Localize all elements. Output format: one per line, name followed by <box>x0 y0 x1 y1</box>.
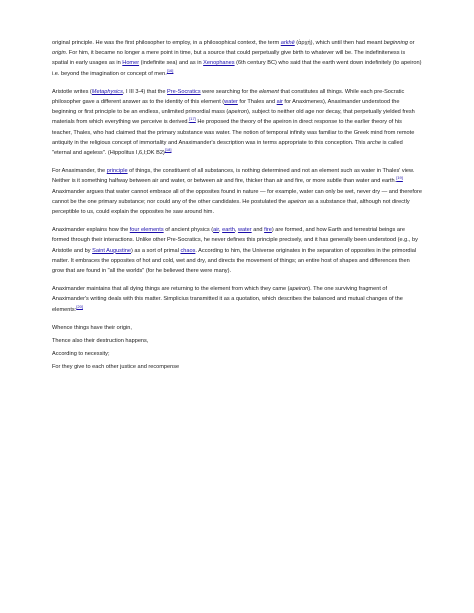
article-body <box>52 38 422 315</box>
emphasis-text: apeiron <box>228 109 247 116</box>
wiki-link[interactable]: arkhē <box>280 40 295 46</box>
wiki-link[interactable]: Xenophanes <box>203 60 235 67</box>
text-run: that constitutes all things. While each pre-Socratic philosopher gave a different answer as to the identity of this element ( <box>52 88 405 106</box>
emphasis-text: beginning <box>383 40 408 46</box>
text-run: were searching for the <box>200 88 260 95</box>
verse-line: According to necessity; <box>52 351 110 358</box>
paragraph-p5 <box>52 284 422 315</box>
text-run: Anaximander argues that water cannot embrace all of the opposites found in nature — for example, water can only be wet, never dry — and therefore cannot be the one primary substance; nor could any of the other candidates. He postulated the <box>52 188 423 205</box>
citation-link[interactable]: [17] <box>189 116 196 122</box>
paragraph-p1 <box>52 38 422 79</box>
text-run: ) as a sort of primal <box>131 247 181 254</box>
citation-link[interactable]: [16] <box>166 67 174 73</box>
text-run: ). The one surviving fragment of Anaximander's writing deals with this matter. Simplicius transmitted it as a quotation, which describes the balanced and mutual changes of the elements: <box>52 286 403 313</box>
text-run: . For him, it became no longer a mere point in time, but a source that could perpetually give birth to whatever will be. The indefiniteness is spatial in early usages as in <box>52 50 406 67</box>
text-run: for Anaximenes), Anaximander understood the beginning or first principle to be an endless, unlimited primordial mass ( <box>52 99 400 116</box>
verse-line: Thence also their destruction happens, <box>52 338 149 345</box>
text-run: Aristotle writes ( <box>52 88 92 95</box>
text-run: For Anaximander, the <box>52 168 107 175</box>
text-run: original principle. He was the first philosopher to employ, in a philosophical context, the term <box>52 40 281 46</box>
text-run: for Thales and <box>237 99 277 106</box>
emphasis-text: arche <box>367 139 381 146</box>
text-run: (6th century BC) who said that the earth went down indefinitely (to apeiron) i.e. beyond the imagination or concept of men. <box>52 60 422 77</box>
text-run: , I III 3-4) that the <box>122 88 168 95</box>
wiki-link[interactable]: four elements <box>129 227 164 234</box>
paragraph-p2 <box>52 87 422 158</box>
wiki-link[interactable]: water <box>224 99 238 106</box>
wiki-link[interactable]: Metaphysics <box>91 88 123 95</box>
paragraph-p4 <box>52 225 422 276</box>
quoted-fragment <box>52 323 422 373</box>
emphasis-text: apeiron <box>287 198 307 205</box>
text-run: of things, the constituent of all substances, is nothing determined and not an element such as water in Thales' view. Neither is it something halfway between air and water, or between air and fire, thicker than air and fire, or more subtle than water and earth. <box>52 168 415 185</box>
wiki-link[interactable]: Pre-Socratics <box>167 88 201 95</box>
emphasis-text: apeiron <box>289 286 309 293</box>
text-run: is called "eternal and ageless". (Hippolitus I,6,I;DK B2) <box>52 139 403 157</box>
text-run: (ἀρχή), which until then had meant <box>294 40 384 46</box>
wiki-link[interactable]: fire <box>264 227 272 234</box>
emphasis-text: element <box>259 88 279 95</box>
text-run: as a substance that, although not directly perceptible to us, could explain the opposites he saw around him. <box>52 198 410 216</box>
wiki-link[interactable]: Saint Augustine <box>92 247 131 254</box>
text-run: and <box>251 227 265 234</box>
citation-link[interactable]: [20] <box>76 303 83 309</box>
citation-link[interactable]: [18] <box>164 147 172 153</box>
wiki-link[interactable]: air <box>213 227 219 234</box>
wiki-link[interactable]: air <box>276 99 283 106</box>
text-run: ), subject to neither old age nor decay, that perpetually yielded fresh materials from which everything we perceive is derived. <box>52 109 415 126</box>
wiki-link[interactable]: chaos <box>180 247 196 254</box>
wiki-link[interactable]: water <box>237 227 252 234</box>
text-run: . According to him, the Universe originates in the separation of opposites in the primordial matter. It embraces the opposites of hot and cold, wet and dry, and directs the movement of things; an entire host of shapes and differences then grow that are found in "all the worlds" (for he believed there were many). <box>52 247 417 275</box>
wiki-link[interactable]: principle <box>106 168 128 175</box>
text-run: , <box>234 227 238 234</box>
wiki-link[interactable]: Homer <box>122 60 140 67</box>
wiki-link[interactable]: earth <box>222 227 235 234</box>
verse-line: For they give to each other justice and recompense <box>52 364 180 371</box>
paragraph-p3 <box>52 166 422 217</box>
citation-link[interactable]: [19] <box>396 175 403 181</box>
text-run: of ancient physics ( <box>163 227 214 234</box>
text-run: , <box>219 227 223 234</box>
verse-line: Whence things have their origin, <box>52 324 132 331</box>
text-run: He proposed the theory of the apeiron in direct response to the earlier theory of his teacher, Thales, who had claimed that the primary substance was water. The notion of temporal infinity was familiar to the Greek mind from remote antiquity in the religious concept of immortality and Anaximander's description was in terms appropriate to this conception. This <box>52 119 415 146</box>
text-run: or <box>407 40 415 46</box>
text-run: Anaximander maintains that all dying things are returning to the element from which they came ( <box>52 286 290 293</box>
text-run: Anaximander explains how the <box>52 227 130 234</box>
emphasis-text: origin <box>52 50 66 57</box>
text-run: ) are formed, and how Earth and terrestrial beings are formed through their interactions. Unlike other Pre-Socratics, he never defines this principle precisely, and it has generally been understood (e.g., by Aristotle and by <box>52 227 418 254</box>
text-run: (indefinite sea) and as in <box>139 60 204 67</box>
